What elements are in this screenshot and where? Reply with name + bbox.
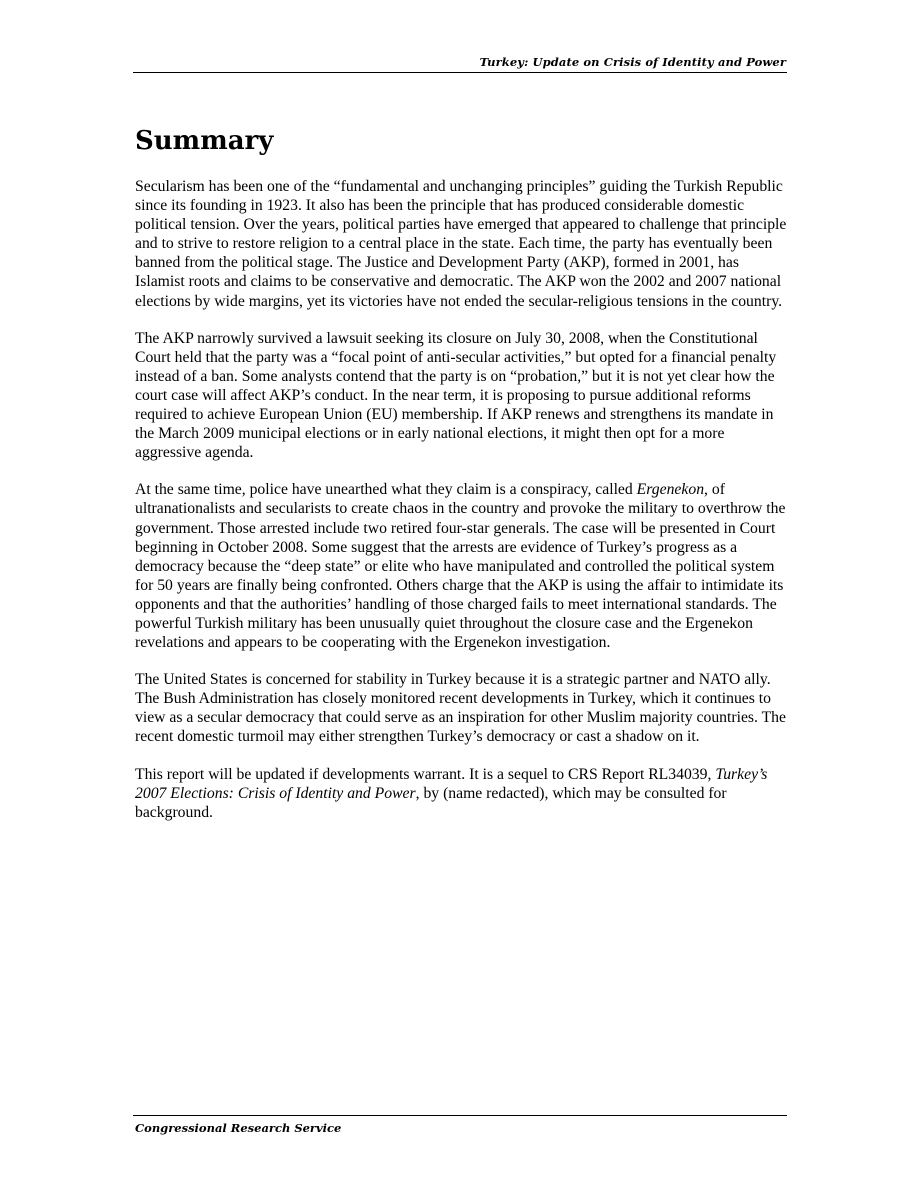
footer-organization: Congressional Research Service — [135, 1121, 342, 1135]
footer-divider — [133, 1115, 787, 1116]
referenced-report-title: Turkey’s 2007 Elections: Crisis of Identity and Power — [135, 765, 768, 802]
paragraph-report-update — [135, 765, 787, 822]
running-header-title: Turkey: Update on Crisis of Identity and Power — [479, 55, 786, 69]
paragraph-secularism: Secularism has been one of the “fundamental and unchanging principles” guiding the Turkish Republic since its founding in 1923. It also has been the principle that has produced considerable domestic political tension. Over the years, political parties have emerged that appeared to challenge that principle and to strive to restore religion to a central place in the state. Each time, the party has eventually been banned from the political stage. The Justice and Development Party (AKP), formed in 2001, has Islamist roots and claims to be conservative and democratic. The AKP won the 2002 and 2007 national elections by wide margins, yet its victories have not ended the secular-religious tensions in the country. — [135, 178, 787, 310]
paragraph-ergenekon-rest: , of ultranationalists and secularists to create chaos in the country and provoke the military to overthrow the government. Those arrested include two retired four-star generals. The case will be presented in Court beginning in October 2008. Some suggest that the arrests are evidence of Turkey’s progress as a democracy because the “deep state” or elite who have manipulated and controlled the political system for 50 years are finally being confronted. Others charge that the AKP is using the affair to intimidate its opponents and that the authorities’ handling of those charged fails to meet international standards. The powerful Turkish military has been unusually quiet throughout the closure case and the Ergenekon revelations and appears to be cooperating with the Ergenekon investigation. — [135, 481, 786, 652]
page-title: Summary — [135, 126, 274, 156]
paragraph-ergenekon — [135, 480, 787, 652]
paragraph-report-rest: , by (name redacted), which may be consulted for background. — [135, 784, 727, 821]
paragraph-ergenekon-lead: At the same time, police have unearthed what they claim is a conspiracy, called — [135, 481, 637, 499]
header-divider — [133, 72, 787, 73]
paragraph-us-concern: The United States is concerned for stability in Turkey because it is a strategic partner and NATO ally. The Bush Administration has closely monitored recent developments in Turkey, which it continues to view as a secular democracy that could serve as an inspiration for other Muslim majority countries. The recent domestic turmoil may either strengthen Turkey’s democracy or cast a shadow on it. — [135, 671, 786, 746]
ergenekon-term: Ergenekon — [636, 481, 705, 499]
paragraph-report-lead: This report will be updated if developments warrant. It is a sequel to CRS Report RL34039, — [135, 765, 716, 783]
summary-body — [135, 177, 787, 822]
paragraph-akp-closure-case: The AKP narrowly survived a lawsuit seeking its closure on July 30, 2008, when the Constitutional Court held that the party was a “focal point of anti-secular activities,” but opted for a financial penalty instead of a ban. Some analysts contend that the party is on “probation,” but it is not yet clear how the court case will affect AKP’s conduct. In the near term, it is proposing to pursue additional reforms required to achieve European Union (EU) membership. If AKP renews and strengthens its mandate in the March 2009 municipal elections or in early national elections, it might then opt for a more aggressive agenda. — [135, 329, 777, 462]
